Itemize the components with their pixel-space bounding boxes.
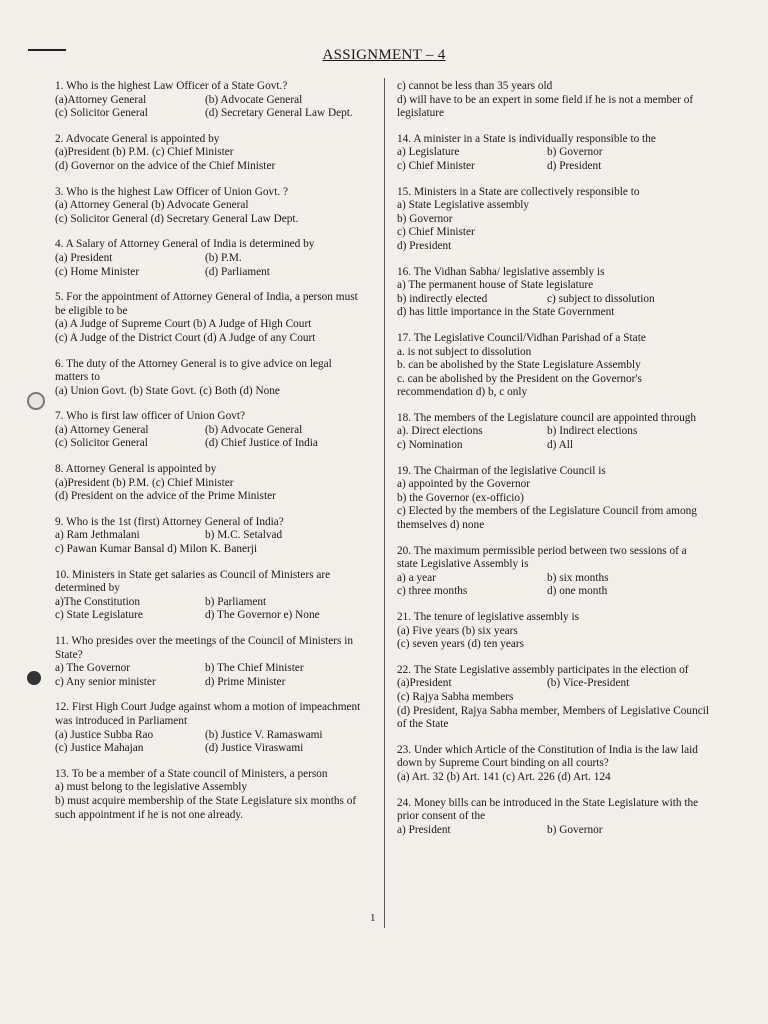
question-block	[55, 410, 367, 451]
question-block	[397, 744, 709, 785]
option-row	[397, 771, 709, 785]
option-text: d) will have to be an expert in some field if he is not a member of legislature	[397, 93, 694, 120]
option-row	[55, 596, 367, 610]
option-text: a) Legislature	[397, 146, 460, 159]
option-text: (a) A Judge of Supreme Court (b) A Judge of High Court	[55, 318, 312, 331]
question-text: 14. A minister in a State is individually responsible to the	[397, 132, 656, 145]
option-text: d) All	[547, 439, 574, 452]
option-text: a) The permanent house of State legislature	[397, 279, 594, 292]
option-row	[397, 80, 709, 94]
question-block	[397, 465, 709, 533]
option-text: c) Nomination	[397, 439, 463, 452]
option-text: (a)President	[397, 677, 452, 690]
option-row	[55, 160, 367, 174]
question-block	[55, 133, 367, 174]
option-text: b) Indirect elections	[547, 425, 638, 438]
option-text: (b) Justice V. Ramaswami	[205, 728, 323, 741]
question-block	[397, 133, 709, 174]
option-text: d) President	[547, 159, 602, 172]
question-block	[397, 664, 709, 732]
option-row	[397, 478, 709, 492]
option-row	[397, 425, 709, 439]
option-text: a) State Legislative assembly	[397, 199, 530, 212]
question-block	[55, 238, 367, 279]
option-row	[55, 94, 367, 108]
option-text: (a) Attorney General	[55, 423, 149, 436]
option-row	[397, 705, 709, 732]
option-text: (a) Justice Subba Rao	[55, 728, 154, 741]
option-row	[397, 824, 709, 838]
option-text: b) the Governor (ex-officio)	[397, 491, 524, 504]
option-text: (c) A Judge of the District Court (d) A Judge of any Court	[55, 331, 316, 344]
question-text: 3. Who is the highest Law Officer of Union Govt. ?	[55, 185, 289, 198]
question-text: 18. The members of the Legislature council are appointed through	[397, 411, 697, 424]
option-text: (a)Attorney General	[55, 93, 147, 106]
option-text: (c) Home Minister	[55, 265, 140, 278]
option-row	[397, 638, 709, 652]
question-text: 19. The Chairman of the legislative Council is	[397, 464, 606, 477]
question-text: 16. The Vidhan Sabha/ legislative assembly is	[397, 265, 605, 278]
option-row	[397, 293, 709, 307]
option-row	[397, 585, 709, 599]
option-row	[397, 691, 709, 705]
question-text: 7. Who is first law officer of Union Govt?	[55, 410, 246, 423]
option-text: (c) Solicitor General	[55, 107, 148, 120]
option-row	[55, 529, 367, 543]
option-text: (b) Vice-President	[547, 677, 630, 690]
question-text: 8. Attorney General is appointed by	[55, 463, 217, 476]
option-text: (d) Governor on the advice of the Chief Minister	[55, 159, 276, 172]
option-row	[397, 160, 709, 174]
question-text: 2. Advocate General is appointed by	[55, 132, 220, 145]
option-text: (d) President on the advice of the Prime Minister	[55, 490, 276, 503]
question-text: 24. Money bills can be introduced in the State Legislature with the prior consent of the	[397, 796, 699, 823]
option-row	[55, 107, 367, 121]
question-text: 4. A Salary of Attorney General of India is determined by	[55, 238, 315, 251]
question-text: 13. To be a member of a State council of Ministers, a person	[55, 767, 328, 780]
question-block	[55, 80, 367, 121]
option-text: (d) Secretary General Law Dept.	[205, 107, 353, 120]
option-text: (d) Justice Viraswami	[205, 742, 304, 755]
option-text: a) President	[397, 823, 451, 836]
left-column	[55, 80, 367, 834]
option-text: (a)President (b) P.M. (c) Chief Minister	[55, 476, 234, 489]
punch-hole-mark	[27, 392, 45, 410]
option-text: c) Pawan Kumar Bansal d) Milon K. Banerji	[55, 543, 258, 556]
option-text: c) three months	[397, 585, 468, 598]
option-row	[397, 677, 709, 691]
option-text: c) Any senior minister	[55, 675, 156, 688]
option-text: c) Elected by the members of the Legislature Council from among themselves d) none	[397, 505, 697, 532]
option-text: c) Chief Minister	[397, 159, 475, 172]
option-text: b) The Chief Minister	[205, 662, 304, 675]
option-row	[397, 625, 709, 639]
option-row	[397, 373, 709, 400]
question-text: 1. Who is the highest Law Officer of a State Govt.?	[55, 80, 288, 92]
option-text: a)The Constitution	[55, 595, 141, 608]
question-block	[55, 516, 367, 557]
option-text: a) appointed by the Governor	[397, 478, 531, 491]
question-block	[55, 358, 367, 399]
page-number: 1	[370, 912, 376, 924]
question-block	[397, 186, 709, 254]
option-text: (c) Solicitor General (d) Secretary General Law Dept.	[55, 212, 299, 225]
question-text: 15. Ministers in a State are collectively responsible to	[397, 185, 640, 198]
option-row	[397, 306, 709, 320]
option-row	[397, 226, 709, 240]
option-text: b. can be abolished by the State Legislature Assembly	[397, 359, 641, 372]
option-row	[397, 94, 709, 121]
question-block	[55, 291, 367, 345]
option-text: d) The Governor e) None	[205, 609, 320, 622]
option-text: a) a year	[397, 571, 436, 584]
question-text: 10. Ministers in State get salaries as Council of Ministers are determined by	[55, 568, 331, 595]
option-row	[55, 332, 367, 346]
option-text: c) Chief Minister	[397, 226, 475, 239]
option-text: c. can be abolished by the President on the Governor's recommendation d) b, c only	[397, 372, 642, 399]
option-row	[397, 346, 709, 360]
option-row	[397, 279, 709, 293]
question-block	[55, 768, 367, 822]
question-block	[55, 463, 367, 504]
option-text: (d) Chief Justice of India	[205, 437, 318, 450]
question-text: 20. The maximum permissible period between two sessions of a state Legislative Assembly is	[397, 544, 687, 571]
option-text: c) cannot be less than 35 years old	[397, 80, 553, 92]
option-text: d) has little importance in the State Government	[397, 306, 615, 319]
question-block	[397, 266, 709, 320]
option-text: (c) seven years (d) ten years	[397, 638, 525, 651]
question-block	[397, 797, 709, 838]
option-text: b) must acquire membership of the State Legislature six months of such appointment if he is not one already.	[55, 794, 357, 821]
option-text: b) six months	[547, 571, 609, 584]
question-text: 12. First High Court Judge against whom a motion of impeachment was introduced in Parliament	[55, 701, 361, 727]
option-text: b) Parliament	[205, 595, 267, 608]
option-text: (a)President (b) P.M. (c) Chief Minister	[55, 146, 234, 159]
option-row	[55, 795, 367, 822]
option-text: (d) Parliament	[205, 265, 270, 278]
question-text: 5. For the appointment of Attorney General of India, a person must be eligible to be	[55, 291, 358, 317]
option-text: (c) Justice Mahajan	[55, 742, 144, 755]
question-text: 17. The Legislative Council/Vidhan Parishad of a State	[397, 331, 646, 344]
question-text: 21. The tenure of legislative assembly is	[397, 611, 580, 623]
option-text: b) M.C. Setalvad	[205, 529, 283, 542]
option-row	[397, 572, 709, 586]
option-row	[397, 146, 709, 160]
question-text: 9. Who is the 1st (first) Attorney General of India?	[55, 515, 284, 528]
option-text: b) Governor	[397, 212, 453, 225]
question-block	[397, 80, 709, 121]
option-row	[55, 543, 367, 557]
option-row	[55, 252, 367, 266]
question-block	[397, 412, 709, 453]
option-text: c) State Legislature	[55, 609, 143, 622]
option-row	[397, 359, 709, 373]
option-text: (a) Attorney General (b) Advocate General	[55, 199, 249, 212]
option-text: (a) Five years (b) six years	[397, 624, 518, 637]
option-row	[55, 729, 367, 743]
question-block	[55, 635, 367, 689]
option-text: a) must belong to the legislative Assembly	[55, 781, 248, 794]
option-text: (a) Union Govt. (b) State Govt. (c) Both (d) None	[55, 384, 280, 397]
question-block	[397, 545, 709, 599]
option-text: d) one month	[547, 585, 608, 598]
question-text: 23. Under which Article of the Constitution of India is the law laid down by Supreme Court binding on all courts?	[397, 743, 698, 770]
option-row	[55, 213, 367, 227]
option-text: b) Governor	[547, 146, 603, 159]
option-row	[397, 439, 709, 453]
option-row	[55, 676, 367, 690]
option-row	[397, 199, 709, 213]
option-row	[55, 477, 367, 491]
punch-hole-mark	[27, 671, 41, 685]
option-text: a) The Governor	[55, 662, 131, 675]
question-block	[397, 611, 709, 652]
option-text: a. is not subject to dissolution	[397, 345, 532, 358]
option-text: (c) Rajya Sabha members	[397, 690, 514, 703]
page-title: ASSIGNMENT – 4	[322, 47, 446, 63]
question-text: 6. The duty of the Attorney General is to give advice on legal matters to	[55, 357, 332, 384]
option-row	[55, 662, 367, 676]
option-row	[55, 318, 367, 332]
option-text: d) Prime Minister	[205, 675, 286, 688]
question-block	[397, 332, 709, 400]
option-row	[55, 742, 367, 756]
option-text: (a) Art. 32 (b) Art. 141 (c) Art. 226 (d) Art. 124	[397, 770, 611, 783]
question-text: 22. The State Legislative assembly participates in the election of	[397, 663, 689, 676]
option-row	[55, 146, 367, 160]
option-text: c) subject to dissolution	[547, 292, 655, 305]
option-row	[55, 781, 367, 795]
option-text: b) Governor	[547, 823, 603, 836]
option-text: (b) Advocate General	[205, 423, 303, 436]
option-row	[55, 266, 367, 280]
option-text: (a) President	[55, 251, 113, 264]
option-row	[55, 437, 367, 451]
option-row	[55, 199, 367, 213]
option-text: (d) President, Rajya Sabha member, Members of Legislative Council of the State	[397, 704, 710, 731]
option-row	[397, 505, 709, 532]
option-text: (b) P.M.	[205, 251, 242, 264]
option-row	[397, 492, 709, 506]
option-text: a) Ram Jethmalani	[55, 529, 140, 542]
option-text: a). Direct elections	[397, 425, 483, 438]
option-text: (c) Solicitor General	[55, 437, 148, 450]
option-text: d) President	[397, 239, 452, 252]
option-row	[55, 424, 367, 438]
option-row	[397, 240, 709, 254]
question-block	[55, 186, 367, 227]
option-row	[397, 213, 709, 227]
option-row	[55, 490, 367, 504]
right-column	[397, 80, 709, 849]
option-row	[55, 385, 367, 399]
option-row	[55, 609, 367, 623]
question-block	[55, 569, 367, 623]
column-divider	[384, 78, 385, 928]
question-text: 11. Who presides over the meetings of the Council of Ministers in State?	[55, 635, 354, 661]
option-text: b) indirectly elected	[397, 292, 488, 305]
question-block	[55, 701, 367, 755]
option-text: (b) Advocate General	[205, 93, 303, 106]
